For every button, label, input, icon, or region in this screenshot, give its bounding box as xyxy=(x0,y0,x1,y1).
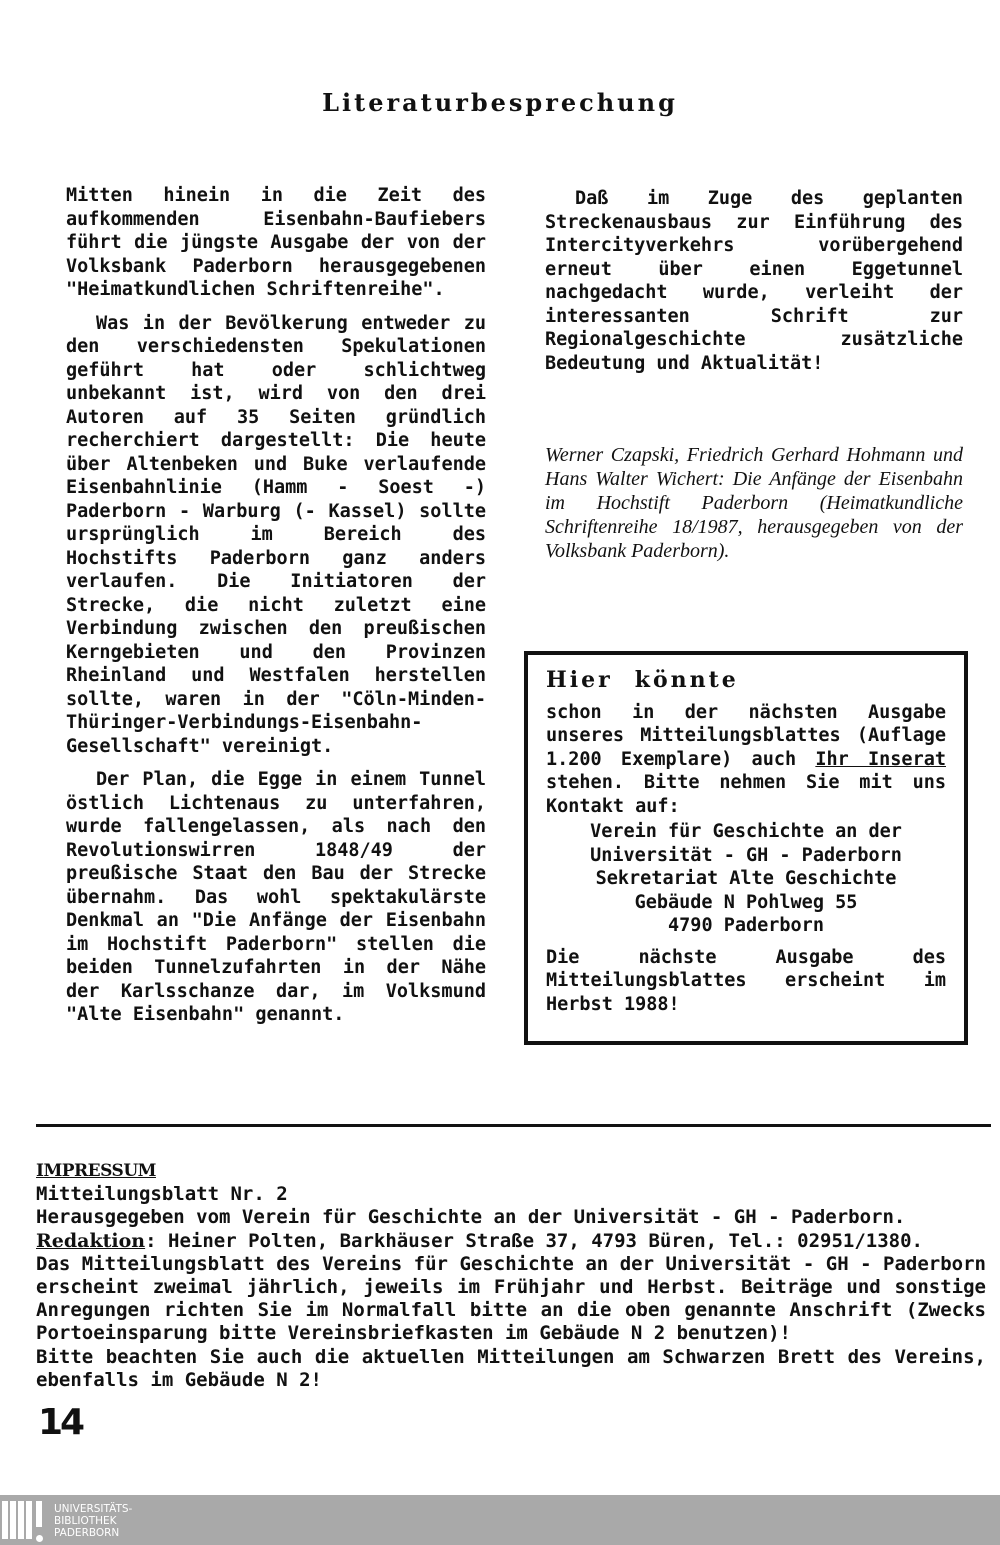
left-column xyxy=(66,184,486,1027)
redaktion-label: Redaktion xyxy=(36,1229,146,1252)
library-footer xyxy=(0,1495,1000,1545)
impressum-paragraph: Das Mitteilungsblatt des Vereins für Geschichte an der Universität - GH - Paderborn erscheint zweimal jährlich, jeweils im Frühjahr und Herbst. Beiträge und sonstige Anregungen richten Sie im Normalfall bitte an die oben genannte Anschrift (Zwecks Portoeinsparung bitte Vereinsbriefkasten im Gebäude N 2 benutzen)! xyxy=(36,1252,986,1345)
contact-address xyxy=(546,820,946,938)
ad-heading-word-2: könnte xyxy=(634,667,739,693)
bibliography-reference: Werner Czapski, Friedrich Gerhard Hohmann und Hans Walter Wichert: Die Anfänge der Eisenbahn im Hochstift Paderborn (Heimatkundliche Schriftenreihe 18/1987, herausgegeben von der Volksbank Paderborn). xyxy=(545,444,963,562)
impressum-redaktion xyxy=(36,1230,986,1253)
address-line: Universität - GH - Paderborn xyxy=(590,844,902,866)
note-bold: die aktuellen Mitteilungen am Schwarzen Brett xyxy=(314,1345,836,1368)
library-logo-icon xyxy=(0,1501,50,1541)
ad-closing: Die nächste Ausgabe des Mitteilungsblattes erscheint im Herbst 1988! xyxy=(546,946,946,1015)
impressum-line-1: Mitteilungsblatt Nr. 2 xyxy=(36,1183,288,1206)
redaktion-text: : Heiner Polten, Barkhäuser Straße 37, 4793 Büren, Tel.: 02951/1380. xyxy=(145,1229,923,1252)
impressum xyxy=(36,1160,986,1392)
note-mid: des Vereins, ebenfalls xyxy=(36,1345,986,1391)
impressum-heading: IMPRESSUM xyxy=(36,1161,156,1181)
note-start: Bitte beachten Sie auch xyxy=(36,1345,315,1368)
logo-line-2: BIBLIOTHEK xyxy=(54,1515,117,1527)
section-divider xyxy=(36,1124,991,1127)
page-title: Literaturbesprechung xyxy=(322,88,678,117)
address-line: Sekretariat Alte Geschichte xyxy=(595,868,897,889)
ad-text-end: stehen. Bitte nehmen Sie mit uns Kontakt auf: xyxy=(546,772,946,817)
review-paragraph-3: Der Plan, die Egge in einem Tunnel östlich Lichtenaus zu unterfahren, wurde fallengelassen, als nach den Revolutionswirren 1848/49 der preußische Staat den Bau der Strecke übernahm. Das wohl spektakulärste Denkmal an "Die Anfänge der Eisenbahn im Hochstift Paderborn" stellen die beiden Tunnelzufahrten in der Nähe der Karlsschanze dar, im Volksmund "Alte Eisenbahn" genannt. xyxy=(66,769,486,1025)
library-logo-text xyxy=(54,1503,132,1539)
ad-heading-word-1: Hier xyxy=(546,667,613,693)
ad-text xyxy=(546,701,946,819)
review-paragraph-4: Daß im Zuge des geplanten Streckenausbaus zur Einführung des Intercityverkehrs vorübergehend erneut über einen Eggetunnel nachgedacht wurde, verleiht der interessanten Schrift zur Regionalgeschichte zusätzliche Bedeutung und Aktualität! xyxy=(545,188,963,374)
right-column xyxy=(545,187,963,563)
review-paragraph-1: Mitten hinein in die Zeit des aufkommenden Eisenbahn-Baufiebers führt die jüngste Ausgabe der von der Volksbank Paderborn herausgegebenen "Heimatkundlichen Schriftenreihe". xyxy=(66,185,486,300)
address-line: Gebäude N Pohlweg 55 xyxy=(634,891,858,913)
impressum-note xyxy=(36,1346,986,1392)
review-paragraph-2: Was in der Bevölkerung entweder zu den verschiedensten Spekulationen geführt hat oder schlichtweg unbekannt ist, wird von den drei Autoren auf 35 Seiten gründlich recherchiert dargestellt: Die heute über Altenbeken und Buke verlaufende Eisenbahnlinie (Hamm - Soest -) Paderborn - Warburg (- Kassel) sollte ursprünglich im Bereich des Hochstifts Paderborn ganz anders verlaufen. Die Initiatoren der Strecke, die nicht zuletzt eine Verbindung zwischen den preußischen Kerngebieten und den Provinzen Rheinland und Westfalen herstellen sollte, waren in der "Cöln-Minden-Thüringer-Verbindungs-Eisenbahn-Gesellschaft" vereinigt. xyxy=(66,312,486,757)
ad-text-underlined: Ihr Inserat xyxy=(815,748,946,770)
ad-text-start: schon in der nächsten Ausgabe unseres Mitteilungsblattes (Auflage 1.200 Exemplare) auch xyxy=(546,701,946,770)
address-line: Verein für Geschichte an der xyxy=(590,821,902,842)
logo-line-1: UNIVERSITÄTS- xyxy=(54,1503,133,1515)
impressum-line-2: Herausgegeben vom Verein für Geschichte an der Universität - GH - Paderborn. xyxy=(36,1206,906,1229)
address-line: 4790 Paderborn xyxy=(668,915,824,936)
advertisement-box xyxy=(524,651,968,1045)
page-number: 14 xyxy=(38,1402,83,1443)
logo-line-3: PADERBORN xyxy=(54,1527,120,1539)
note-bold-2: im Gebäude N 2! xyxy=(150,1368,322,1391)
ad-heading xyxy=(546,669,946,693)
